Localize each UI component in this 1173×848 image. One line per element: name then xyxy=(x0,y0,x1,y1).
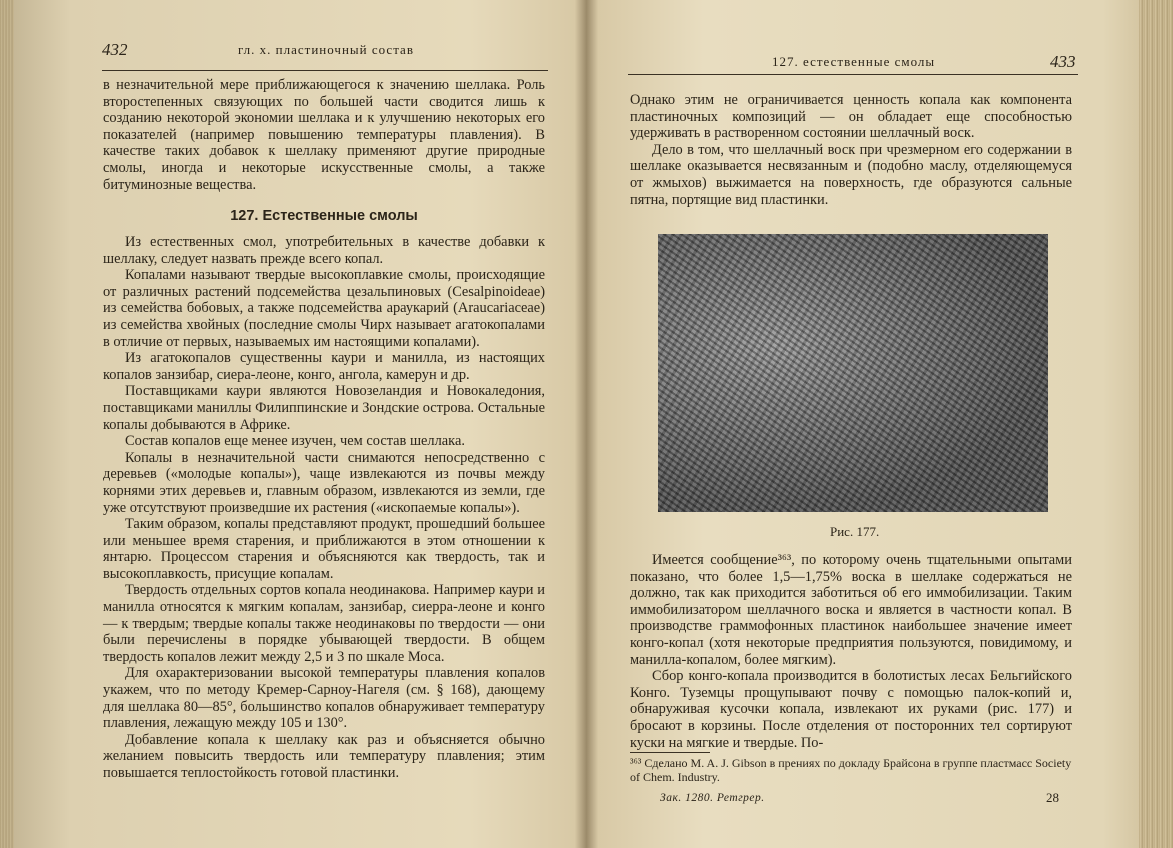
left-paragraph: Копалами называют твердые высокоплавкие смолы, происходящие от различных растений подсемейства цезальпиновых (Cesalpinoideae) из семейства бобовых, а также подсемейства араукарий (Araucariaceae) из семейства хвойных (последние смолы Чирх называет агатокопалами в отличие от первых, называемых им настоящими копалами). xyxy=(103,267,545,350)
left-paragraph: Состав копалов еще менее изучен, чем состав шеллака. xyxy=(125,433,465,450)
left-paragraph: Добавление копала к шеллаку как раз и объясняется обычно желанием повысить твердость или температуру плавления; этим повышается теплостойкость готовой пластинки. xyxy=(103,731,545,781)
right-page-number: 433 xyxy=(1050,52,1076,71)
figure-177-photo xyxy=(658,234,1048,512)
left-head-rule xyxy=(102,70,548,71)
footnote: ³⁶³ Сделано M. A. J. Gibson в прениях по докладу Брайсона в группе пластмасс Society of Chem. Industry. xyxy=(630,756,1072,784)
right-running-head: 127. естественные смолы xyxy=(772,54,936,69)
left-paragraph: Таким образом, копалы представляют продукт, прошедший большее или меньшее время старения, и приближаются в этом отношении к янтарю. Процессом старения и объясняются как твердость, так и высокоплавкость, присущие копалам. xyxy=(103,516,545,582)
left-running-head: гл. х. пластиночный состав xyxy=(238,42,414,57)
signature-number: 28 xyxy=(1046,790,1059,805)
right-intro-paragraph: Однако этим не ограничивается ценность копала как компонента пластиночных композиций — он обладает еще способностью удерживать в растворенном состоянии шеллачный воск. xyxy=(630,92,1072,142)
left-intro-paragraph: в незначительной мере приближающегося к значению шеллака. Роль второстепенных связующих по большей части сводится лишь к созданию некоторой экономии шеллака и к улучшению некоторых его показателей (например повышению температуры плавления). В качестве таких добавок к шеллаку применяют другие природные смолы, иногда и некоторые искусственные смолы, а также битуминозные вещества. xyxy=(103,77,545,193)
left-paragraph: Для охарактеризовании высокой температуры плавления копалов укажем, что по методу Кремер-Сарноу-Нагеля (см. § 168), дающему для шеллака 80—85°, большинство копалов обнаруживает температуру плавления, лежащую между 105 и 130°. xyxy=(103,665,545,732)
left-paragraph: Копалы в незначительной части снимаются непосредственно с деревьев («молодые копалы»), чаще извлекаются из почвы между корнями этих деревьев и, главным образом, извлекаются из земли, где уже отсутствуют произведшие их растения («ископаемые копалы»). xyxy=(103,449,545,516)
right-head-rule xyxy=(628,74,1078,75)
left-paragraph: Из естественных смол, употребительных в качестве добавки к шеллаку, следует назвать прежде всего копал. xyxy=(103,234,545,267)
left-paragraph: Твердость отдельных сортов копала неодинакова. Например каури и манилла относятся к мягким копалам, занзибар, сиерра-леоне и конго — к твердым; твердые копалы также неодинаковы по твердости — они были перечислены в порядке убывающей твердости. В общем твердость копалов лежит между 2,5 и 3 по шкале Моса. xyxy=(103,582,545,665)
right-bottom-text xyxy=(630,552,1072,751)
left-intro-text xyxy=(103,77,545,193)
left-page-number: 432 xyxy=(102,40,128,59)
footnote-rule xyxy=(630,752,710,753)
left-paragraph: Из агатокопалов существенны каури и манилла, из настоящих копалов занзибар, сиера-леоне, конго, ангола, камерун и др. xyxy=(103,350,545,383)
right-paragraph: Сбор конго-копала производится в болотистых лесах Бельгийского Конго. Туземцы прощупывают почву с помощью палок-копий и, обнаруживая кусочки копала, извлекают их руками (рис. 177) и бросают в корзины. После отделения от посторонних тел сортируют куски на мягкие и твердые. По- xyxy=(630,668,1072,751)
printer-imprint: Зак. 1280. Ретгрер. xyxy=(660,792,765,804)
figure-caption: Рис. 177. xyxy=(830,524,880,539)
right-paragraph: Дело в том, что шеллачный воск при чрезмерном его содержании в шеллаке оказывается несвязанным и (подобно маслу, отделяющемуся от жмыхов) выжимается на поверхность, где образуются сальные пятна, портящие вид пластинки. xyxy=(630,141,1072,208)
right-paragraph: Имеется сообщение³⁶³, по которому очень тщательными опытами показано, что более 1,5—1,75% воска в шеллаке содержаться не должно, так как приходится заботиться об его иммобилизации. Таким иммобилизатором шеллачного воска и является в частности копал. В производстве граммофонных пластинок наибольшее значение имеет конго-копал (хотя некоторые предприятия пользуются, повидимому, и манилла-копалом, более мягким). xyxy=(630,552,1072,668)
section-heading: 127. Естественные смолы xyxy=(230,208,418,224)
left-paragraph: Поставщиками каури являются Новозеландия и Новокаледония, поставщиками маниллы Филиппинские и Зондские острова. Остальные копалы добываются в Африке. xyxy=(103,383,545,433)
left-body-text xyxy=(103,234,545,782)
right-top-text xyxy=(630,92,1072,208)
